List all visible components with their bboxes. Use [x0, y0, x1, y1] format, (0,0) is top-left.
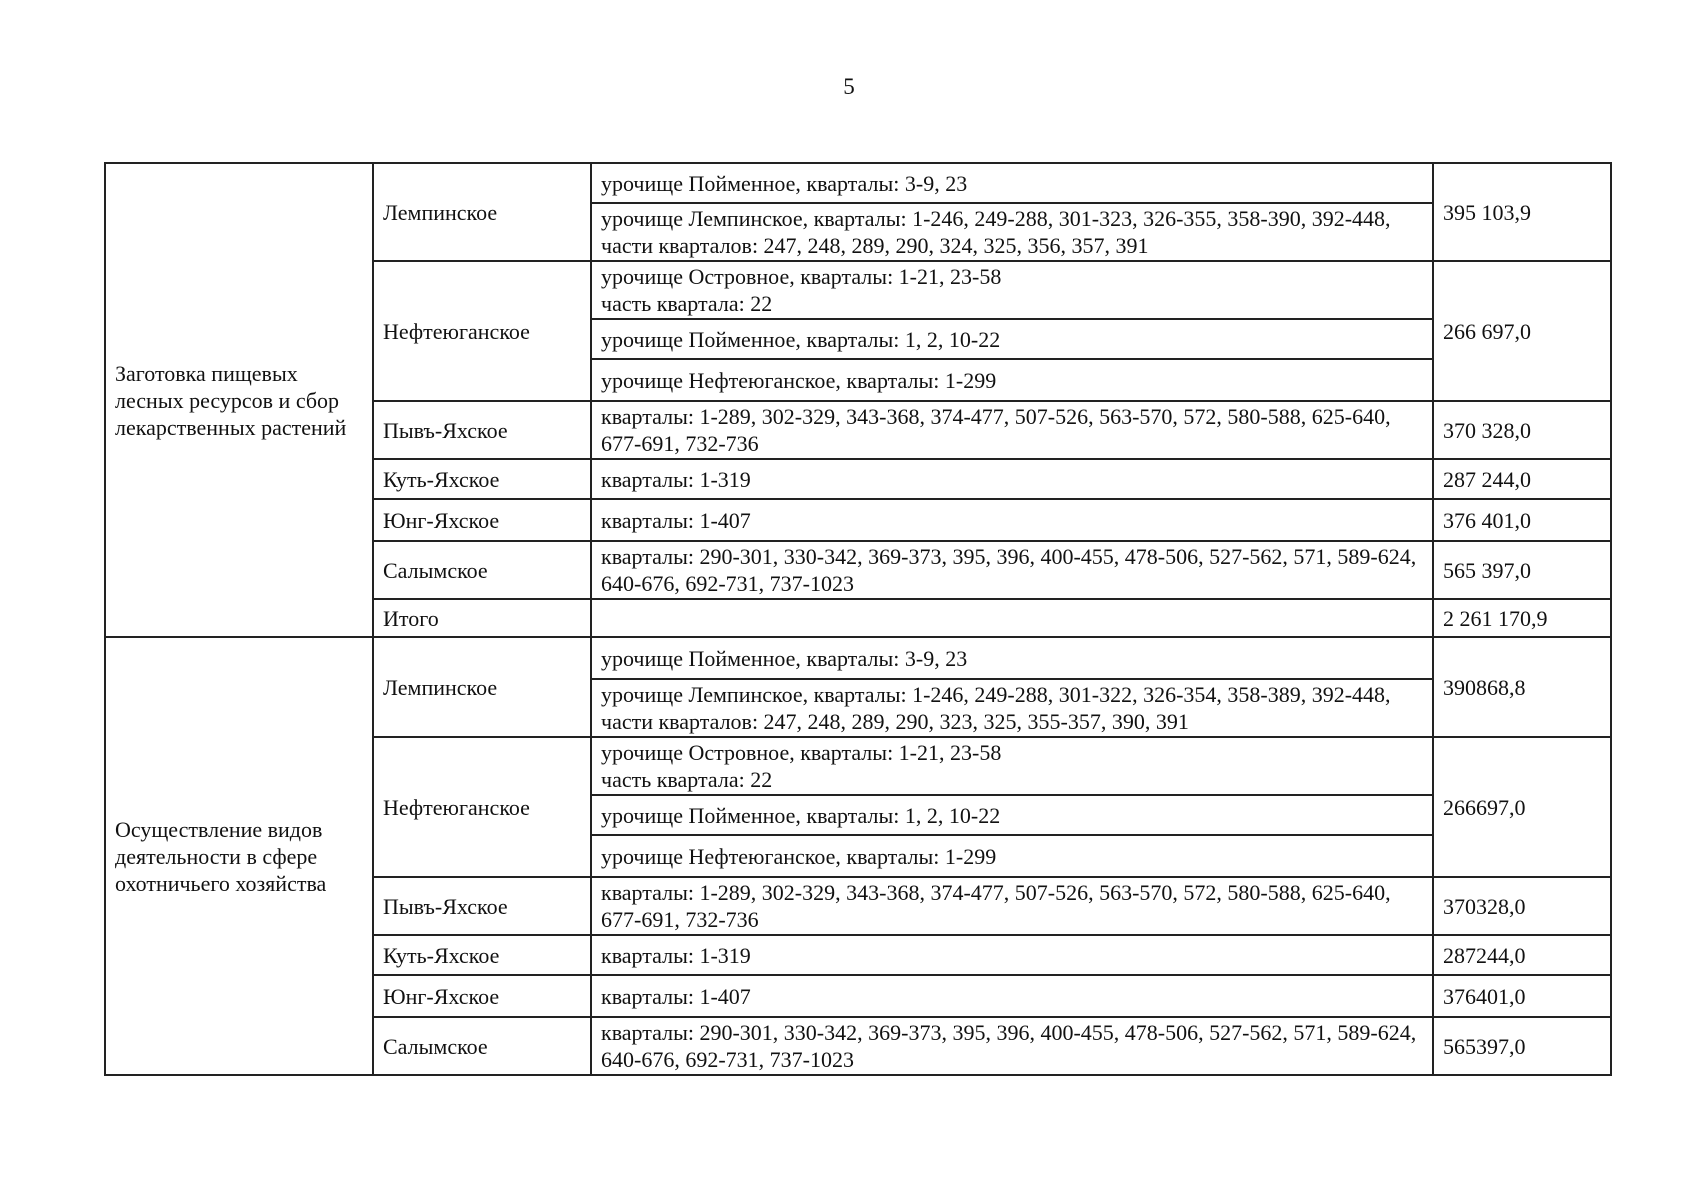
area-cell: 376 401,0 [1433, 499, 1611, 541]
location-cell: кварталы: 290-301, 330-342, 369-373, 395, 396, 400-455, 478-506, 527-562, 571, 589-624, 640-676, 692-731, 737-1023 [591, 541, 1433, 599]
forestry-cell: Нефтеюганское [373, 737, 591, 877]
location-cell: кварталы: 1-407 [591, 975, 1433, 1017]
location-cell: урочище Лемпинское, кварталы: 1-246, 249-288, 301-322, 326-354, 358-389, 392-448, части кварталов: 247, 248, 289, 290, 323, 325, 355-357, 390, 391 [591, 679, 1433, 737]
location-cell: урочище Островное, кварталы: 1-21, 23-58 часть квартала: 22 [591, 261, 1433, 319]
forest-use-table [104, 162, 1612, 1076]
location-cell: урочище Пойменное, кварталы: 3-9, 23 [591, 637, 1433, 679]
forestry-cell: Юнг-Яхское [373, 975, 591, 1017]
location-cell: урочище Лемпинское, кварталы: 1-246, 249-288, 301-323, 326-355, 358-390, 392-448, части кварталов: 247, 248, 289, 290, 324, 325, 356, 357, 391 [591, 203, 1433, 261]
total-empty-cell [591, 599, 1433, 637]
location-cell: урочище Пойменное, кварталы: 3-9, 23 [591, 163, 1433, 203]
location-cell: кварталы: 1-289, 302-329, 343-368, 374-477, 507-526, 563-570, 572, 580-588, 625-640, 677-691, 732-736 [591, 877, 1433, 935]
location-cell: урочище Нефтеюганское, кварталы: 1-299 [591, 835, 1433, 877]
area-cell: 287 244,0 [1433, 459, 1611, 499]
location-cell: кварталы: 1-407 [591, 499, 1433, 541]
area-cell: 565 397,0 [1433, 541, 1611, 599]
area-cell: 266697,0 [1433, 737, 1611, 877]
page-number: 5 [843, 74, 855, 99]
table-row [105, 163, 1611, 203]
forestry-cell: Салымское [373, 1017, 591, 1075]
location-cell: кварталы: 290-301, 330-342, 369-373, 395, 396, 400-455, 478-506, 527-562, 571, 589-624, 640-676, 692-731, 737-1023 [591, 1017, 1433, 1075]
location-cell: кварталы: 1-319 [591, 935, 1433, 975]
table-row [105, 637, 1611, 679]
activity-cell: Заготовка пищевых лесных ресурсов и сбор лекарственных растений [105, 163, 373, 637]
area-cell: 287244,0 [1433, 935, 1611, 975]
total-area: 2 261 170,9 [1433, 599, 1611, 637]
area-cell: 266 697,0 [1433, 261, 1611, 401]
table-body [105, 163, 1611, 1075]
activity-cell: Осуществление видов деятельности в сфере охотничьего хозяйства [105, 637, 373, 1075]
location-cell: урочище Островное, кварталы: 1-21, 23-58 часть квартала: 22 [591, 737, 1433, 795]
location-cell: урочище Пойменное, кварталы: 1, 2, 10-22 [591, 795, 1433, 835]
area-cell: 376401,0 [1433, 975, 1611, 1017]
area-cell: 370328,0 [1433, 877, 1611, 935]
location-cell: кварталы: 1-319 [591, 459, 1433, 499]
forestry-cell: Нефтеюганское [373, 261, 591, 401]
total-label: Итого [373, 599, 591, 637]
location-cell: урочище Нефтеюганское, кварталы: 1-299 [591, 359, 1433, 401]
area-cell: 565397,0 [1433, 1017, 1611, 1075]
forestry-cell: Лемпинское [373, 163, 591, 261]
area-cell: 395 103,9 [1433, 163, 1611, 261]
forestry-cell: Пывъ-Яхское [373, 401, 591, 459]
forestry-cell: Пывъ-Яхское [373, 877, 591, 935]
area-cell: 370 328,0 [1433, 401, 1611, 459]
location-cell: кварталы: 1-289, 302-329, 343-368, 374-477, 507-526, 563-570, 572, 580-588, 625-640, 677-691, 732-736 [591, 401, 1433, 459]
forestry-cell: Лемпинское [373, 637, 591, 737]
area-cell: 390868,8 [1433, 637, 1611, 737]
forestry-cell: Салымское [373, 541, 591, 599]
location-cell: урочище Пойменное, кварталы: 1, 2, 10-22 [591, 319, 1433, 359]
forestry-cell: Куть-Яхское [373, 459, 591, 499]
forestry-cell: Куть-Яхское [373, 935, 591, 975]
forestry-cell: Юнг-Яхское [373, 499, 591, 541]
